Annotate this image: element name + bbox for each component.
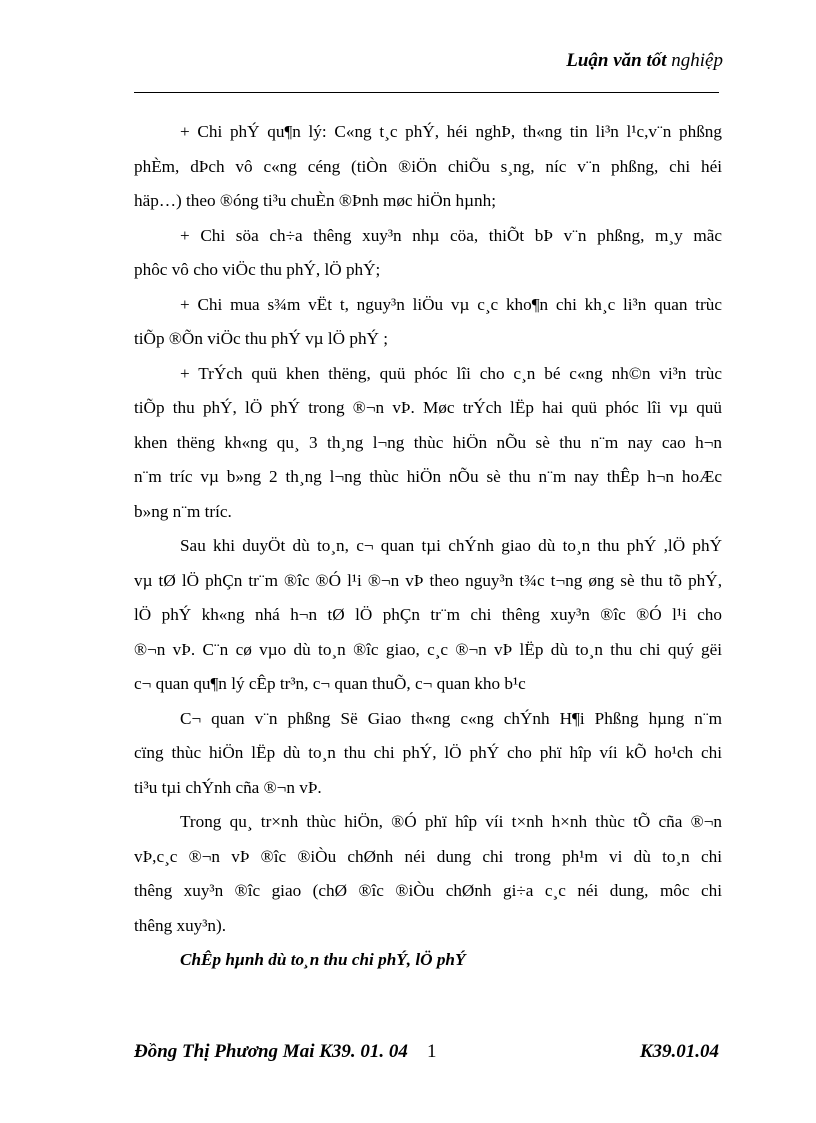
document-body xyxy=(134,115,722,978)
text-line: tiÕp thu phÝ, lÖ phÝ trong ®¬n vÞ. Møc trÝch lËp hai quü phóc lîi vµ quü xyxy=(134,398,722,417)
paragraph-implementation xyxy=(134,805,722,943)
footer-author: Đồng Thị Phương Mai K39. 01. 04 xyxy=(134,1041,408,1062)
header-title-tail: nghiệp xyxy=(666,50,723,71)
text-line: cïng thùc hiÖn lËp dù to¸n thu chi phÝ, lÖ phÝ cho phï hîp víi kÕ ho¹ch chi xyxy=(134,743,722,762)
text-line: phôc vô cho viÖc thu phÝ, lÖ phÝ; xyxy=(134,260,381,279)
text-line: b»ng n¨m tríc. xyxy=(134,501,232,521)
page-number: 1 xyxy=(427,1041,437,1062)
paragraph-materials xyxy=(134,288,722,357)
text-line: n¨m tríc vµ b»ng 2 th¸ng l¬ng thùc hiÖn nÕu sè thu n¨m nay thÊp h¬n hoÆc xyxy=(134,467,722,486)
paragraph-reward-funds xyxy=(134,357,722,530)
paragraph-management-costs xyxy=(134,115,722,219)
paragraph-office-agency xyxy=(134,702,722,806)
text-line: + TrÝch quü khen thëng, quü phóc lîi cho c¸n bé c«ng nh©n vi³n trùc xyxy=(180,363,722,383)
header-rule xyxy=(134,92,719,93)
header-title xyxy=(566,50,723,72)
text-line: häp…) theo ®óng ti³u chuÈn ®Þnh møc hiÖn hµnh; xyxy=(134,191,496,210)
footer-code: K39.01.04 xyxy=(639,1041,719,1062)
text-line: thêng xuy³n). xyxy=(134,915,227,935)
text-line: c¬ quan qu¶n lý cÊp tr³n, c¬ quan thuÕ, c¬ quan kho b¹c xyxy=(134,674,526,693)
text-line: C¬ quan v¨n phßng Së Giao th«ng c«ng chÝnh H¶i Phßng hµng n¨m xyxy=(180,708,722,728)
text-line: tiÕp ®Õn viÖc thu phÝ vµ lÖ phÝ ; xyxy=(134,329,389,348)
text-line: thêng xuy³n ®îc giao (chØ ®îc ®iÒu chØnh gi÷a c¸c néi dung, môc chi xyxy=(134,881,722,900)
paragraph-budget-approval xyxy=(134,529,722,702)
text-line: + Chi söa ch÷a thêng xuy³n nhµ cöa, thiÕt bÞ v¨n phßng, m¸y mãc xyxy=(180,225,722,245)
text-line: ®¬n vÞ. C¨n cø vµo dù to¸n ®îc giao, c¸c ®¬n vÞ lËp dù to¸n thu chi quý gëi xyxy=(134,639,722,659)
text-line: + Chi phÝ qu¶n lý: C«ng t¸c phÝ, héi nghÞ, th«ng tin li³n l¹c,v¨n phßng xyxy=(180,122,722,141)
text-line: vµ tØ lÖ phÇn tr¨m ®îc ®Ó l¹i ®¬n vÞ theo nguy³n t¾c t¬ng øng sè thu tõ phÝ, xyxy=(134,570,722,590)
text-line: khen thëng kh«ng qu¸ 3 th¸ng l¬ng thùc hiÖn nÕu sè thu n¨m nay cao h¬n xyxy=(134,432,722,452)
text-line: + Chi mua s¾m vËt t, nguy³n liÖu vµ c¸c kho¶n chi kh¸c li³n quan trùc xyxy=(180,294,722,314)
text-line: vÞ,c¸c ®¬n vÞ ®îc ®iÒu chØnh néi dung chi trong ph¹m vi dù to¸n chi xyxy=(134,846,722,866)
text-line: ti³u tµi chÝnh cña ®¬n vÞ. xyxy=(134,777,322,797)
paragraph-repair-costs xyxy=(134,219,722,288)
text-line: lÖ phÝ kh«ng nhá h¬n tØ lÖ phÇn tr¨m chi thêng xuy³n ®îc ®Ó l¹i cho xyxy=(134,605,722,624)
text-line: Sau khi duyÖt dù to¸n, c¬ quan tµi chÝnh giao dù to¸n thu phÝ ,lÖ phÝ xyxy=(180,536,722,555)
header-title-main: Luận văn tốt xyxy=(566,50,667,71)
section-heading: ChÊp hµnh dù to¸n thu chi phÝ, lÖ phÝ xyxy=(180,950,466,969)
text-line: phÈm, dÞch vô c«ng céng (tiÒn ®iÖn chiÕu s¸ng, níc v¨n phßng, chi héi xyxy=(134,156,722,176)
text-line: Trong qu¸ tr×nh thùc hiÖn, ®Ó phï hîp víi t×nh h×nh thùc tÕ cña ®¬n xyxy=(180,812,722,831)
